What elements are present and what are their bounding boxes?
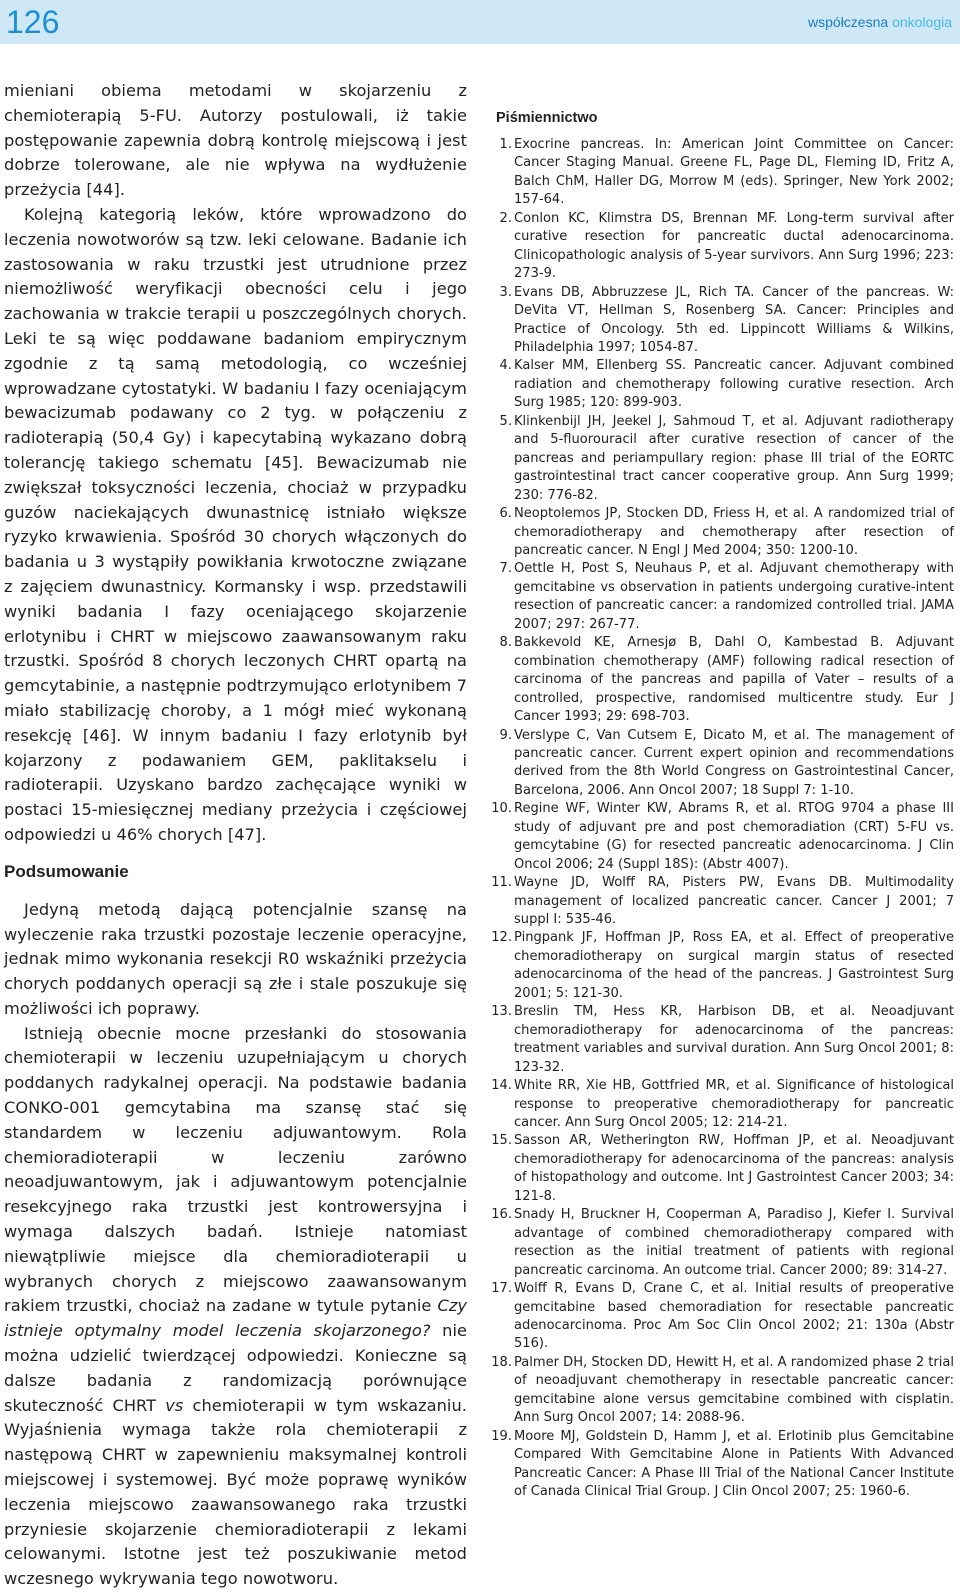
reference-text: Wolff R, Evans D, Crane C, et al. Initial results of preoperative gemcitabine based chemoradiation for resectable pancreatic adenocarcinoma. Proc Am Soc Clin Oncol 2002; 21: 130a (Abstr 516). — [514, 1281, 954, 1352]
reference-number: 8. — [499, 635, 512, 651]
section-heading-summary: Podsumowanie — [4, 861, 129, 881]
reference-text: Snady H, Bruckner H, Cooperman A, Paradiso J, Kiefer I. Survival advantage of combined chemoradiotherapy compared with resection as the initial treatment of patients with regional pancreatic carcinoma. An outcome trial. Cancer 2000; 89: 314-27. — [514, 1207, 954, 1278]
reference-text: Pingpank JF, Hoffman JP, Ross EA, et al. Effect of preoperative chemoradiotherapy on surgical margin status of resected adenocarcinoma of the head of the pancreas. J Gastrointest Surg 2001; 5: 121-30. — [514, 930, 954, 1001]
reference-number: 1. — [499, 137, 512, 152]
reference-number: 19. — [491, 1428, 512, 1444]
reference-item — [496, 284, 954, 358]
reference-item — [491, 1280, 954, 1354]
paragraph-1: mieniani obiema metodami w skojarzeniu z chemioterapią 5-FU. Autorzy postulowali, iż takie postępowanie zapewnia dobrą kontrolę miejscową i jest dobrze tolerowane, ale nie wpływa na wydłużenie przeżycia [44]. — [4, 81, 467, 200]
reference-item — [496, 505, 954, 560]
reference-text: Klinkenbijl JH, Jeekel J, Sahmoud T, et al. Adjuvant radiotherapy and 5-fluorouracil after curative resection of cancer of the pancreas and periampullary region: phase III trial of the EORTC gastrointestinal tract cancer cooperative group. Ann Surg 1999; 230: 776-82. — [514, 413, 954, 503]
reference-text: Regine WF, Winter KW, Abrams R, et al. RTOG 9704 a phase III study of adjuvant pre and post chemoradiation (CRT) 5-FU vs. gemcytabine (G) for resected pancreatic adenocarcinoma. J Clin Oncol 2006; 24 (Suppl 18S): (Abstr 4007). — [514, 801, 954, 872]
reference-text: Bakkevold KE, Arnesjø B, Dahl O, Kambestad B. Adjuvant combination chemotherapy (AMF) following radical resection of carcinoma of the pancreas and papilla of Vater – results of a controlled, prospective, randomised multicentre study. Eur J Cancer 1993; 29: 698-703. — [514, 635, 954, 725]
reference-item — [496, 210, 954, 284]
paragraph-4-italic-question: Czy istnieje optymalny model leczenia skojarzonego? — [4, 1296, 467, 1341]
reference-text: Conlon KC, Klimstra DS, Brennan MF. Long-term survival after curative resection for pancreatic ductal adenocarcinoma. Clinicopathologic analysis of 5-year survivors. Ann Surg 1996; 223: 273-9. — [514, 210, 954, 282]
reference-text: Evans DB, Abbruzzese JL, Rich TA. Cancer of the pancreas. W: DeVita VT, Hellman S, Rosenberg SA. Cancer: Principles and Practice of Oncology. 5th ed. Lippincott Williams & Wilkins, Philadelphia 1997; 1054-87. — [514, 284, 954, 355]
reference-item — [491, 1354, 954, 1428]
paragraph-4 — [4, 1022, 467, 1592]
reference-item — [496, 413, 954, 505]
left-column — [4, 79, 467, 1592]
reference-number: 4. — [499, 358, 512, 374]
reference-number: 9. — [499, 727, 512, 743]
reference-number: 18. — [491, 1354, 512, 1370]
paragraph-4-part-b: nie można udzielić twierdzącej odpowiedzi. Konieczne są dalsze badania z randomizacją porównujące skuteczność CHRT — [4, 1321, 467, 1415]
reference-item — [491, 929, 954, 1003]
reference-text: Palmer DH, Stocken DD, Hewitt H, et al. A randomized phase 2 trial of neoadjuvant chemotherapy in resectable pancreatic cancer: gemcitabine alone versus gemcitabine combined with cisplatin. Ann Surg Oncol 2007; 14: 2088-96. — [514, 1354, 954, 1426]
reference-text: Neoptolemos JP, Stocken DD, Friess H, et al. A randomized trial of chemoradiotherapy and chemotherapy after resection of pancreatic cancer. N Engl J Med 2004; 350: 1200-10. — [514, 506, 954, 558]
reference-text: Exocrine pancreas. In: American Joint Committee on Cancer: Cancer Staging Manual. Greene FL, Page DL, Fleming ID, Fritz A, Balch ChM, Haller DG, Morrow M (eds). Springer, New York 2002; 157-64. — [514, 137, 954, 208]
page-number: 126 — [6, 4, 60, 40]
reference-item — [491, 800, 954, 874]
reference-number: 5. — [499, 413, 512, 429]
journal-title-part2: onkologia — [892, 14, 952, 30]
reference-text: Breslin TM, Hess KR, Harbison DB, et al. Neoadjuvant chemoradiotherapy for adenocarcinoma of the pancreas: treatment variables and survival duration. Ann Surg Oncol 2001; 8: 123-32. — [514, 1004, 954, 1075]
paragraph-4-part-c: chemioterapii w tym wskazaniu. Wyjaśnienia wymaga także rola chemioterapii z następową CHRT w zapewnieniu maksymalnej kontroli miejscowej i systemowej. Być może poprawę wyników leczenia miejscowo zaawansowanego raka trzustki przyniesie skojarzenie chemioradioterapii z lekami celowanymi. Istotne jest też poszukiwanie metod wczesnego wykrywania tego nowotworu. — [4, 1395, 467, 1589]
reference-item — [496, 727, 954, 801]
reference-number: 2. — [499, 210, 512, 226]
journal-title-part1: współczesna — [808, 14, 893, 30]
reference-item — [491, 1428, 954, 1502]
reference-number: 6. — [499, 506, 512, 522]
paragraph-4-vs: vs — [165, 1395, 184, 1415]
references-heading: Piśmiennictwo — [496, 110, 598, 126]
reference-text: Kalser MM, Ellenberg SS. Pancreatic cancer. Adjuvant combined radiation and chemotherapy following curative resection. Arch Surg 1985; 120: 899-903. — [514, 358, 954, 411]
reference-item — [491, 874, 954, 929]
reference-item — [491, 1077, 954, 1132]
journal-title — [808, 0, 952, 44]
reference-number: 7. — [499, 561, 512, 577]
references-column — [491, 110, 954, 1502]
reference-number: 16. — [491, 1207, 512, 1223]
reference-text: Moore MJ, Goldstein D, Hamm J, et al. Erlotinib plus Gemcitabine Compared With Gemcitabine Alone in Patients With Advanced Pancreatic Cancer: A Phase III Trial of the National Cancer Institute of Canada Clinical Trial Group. J Clin Oncol 2007; 25: 1960-6. — [514, 1428, 954, 1500]
paragraph-3: Jedyną metodą dającą potencjalnie szansę na wyleczenie raka trzustki pozostaje leczenie operacyjne, jednak mimo wykonania resekcji R0 wskaźniki przeżycia chorych poddanych operacji są złe i stale poszukuje się możliwości ich poprawy. — [4, 899, 467, 1018]
reference-text: White RR, Xie HB, Gottfried MR, et al. Significance of histological response to preoperative chemoradiotherapy for pancreatic cancer. Ann Surg Oncol 2005; 12: 214-21. — [514, 1078, 954, 1131]
reference-number: 12. — [491, 930, 512, 946]
reference-number: 3. — [499, 284, 512, 300]
page-header — [0, 0, 960, 44]
reference-item — [491, 1003, 954, 1077]
reference-number: 13. — [491, 1004, 512, 1020]
reference-item — [496, 136, 954, 210]
paragraph-4-part-a: Istnieją obecnie mocne przesłanki do stosowania chemioterapii w leczeniu uzupełniającym u chorych poddanych radykalnej operacji. Na podstawie badania CONKO-001 gemcytabina ma szansę stać się standardem w leczeniu adjuwantowym. Rola chemioradioterapii w leczeniu zarówno neoadjuwantowym, jak i adjuwantowym potencjalnie resekcyjnego raka trzustki jest kontrowersyjna i wymaga dalszych badań. Istnieje natomiast niewątpliwie miejsce dla chemioradioterapii u wybranych chorych z miejscowo zaawansowanym rakiem trzustki, chociaż na zadane w tytule pytanie — [4, 1023, 467, 1316]
reference-number: 10. — [491, 801, 512, 817]
paragraph-2: Kolejną kategorią leków, które wprowadzono do leczenia nowotworów są tzw. leki celowane. Badanie ich zastosowania w raku trzustki jest utrudnione przez niemożliwość weryfikacji obecności celu i jego zachowania w trakcie terapii u poszczególnych chorych. Leki te są więc poddawane badaniom empirycznym zgodnie z tą samą metodologią, co wcześniej wprowadzane cytostatyki. W badaniu I fazy oceniającym bewacizumab podawany co 2 tyg. w połączeniu z radioterapią (50,4 Gy) i kapecytabiną wykazano dobrą tolerancję takiego schematu [45]. Bewacizumab nie zwiększał toksyczności leczenia, chociaż w przypadku guzów naciekających dwunastnicę istniało większe ryzyko krwawienia. Spośród 30 chorych włączonych do badania u 3 wystąpiły powikłania krwotoczne związane z zajęciem dwunastnicy. Kormansky i wsp. przedstawili wyniki badania I fazy oceniającego skojarzenie erlotynibu i CHRT w miejscowo zaawansowanym raku trzustki. Spośród 8 chorych leczonych CHRT opartą na gemcytabinie, a następnie podtrzymująco erlotynibem 7 miało stabilizację choroby, a 1 mógł mieć wykonaną resekcję [46]. W innym badaniu I fazy erlotynib był kojarzony z podawaniem GEM, paklitakselu i radioterapii. Uzyskano bardzo zachęcające wyniki w postaci 15-miesięcznej mediany przeżycia i częściowej odpowiedzi u 46% chorych [47]. — [4, 204, 467, 844]
reference-text: Verslype C, Van Cutsem E, Dicato M, et al. The management of pancreatic cancer. Current expert opinion and recommendations derived from the 8th World Congress on Gastrointestinal Cancer, Barcelona, 2006. Ann Oncol 2007; 18 Suppl 7: 1-10. — [514, 727, 954, 798]
references-list — [491, 136, 954, 1502]
reference-item — [496, 634, 954, 726]
reference-text: Sasson AR, Wetherington RW, Hoffman JP, et al. Neoadjuvant chemoradiotherapy for adenocarcinoma of the pancreas: analysis of histopathology and outcome. Int J Gastrointest Cancer 2003; 34: 121-8. — [514, 1133, 954, 1204]
reference-number: 14. — [491, 1078, 512, 1094]
reference-text: Wayne JD, Wolff RA, Pisters PW, Evans DB. Multimodality management of localized pancreatic cancer. Cancer J 2001; 7 suppl I: 535-46. — [514, 875, 954, 928]
reference-number: 11. — [491, 875, 512, 891]
reference-item — [491, 1132, 954, 1206]
reference-number: 15. — [491, 1133, 512, 1149]
reference-text: Oettle H, Post S, Neuhaus P, et al. Adjuvant chemotherapy with gemcitabine vs observation in patients undergoing curative-intent resection of pancreatic cancer: a randomized controlled trial. JAMA 2007; 297: 267-77. — [514, 561, 954, 632]
reference-number: 17. — [491, 1281, 512, 1297]
reference-item — [496, 357, 954, 412]
reference-item — [496, 560, 954, 634]
reference-item — [491, 1206, 954, 1280]
